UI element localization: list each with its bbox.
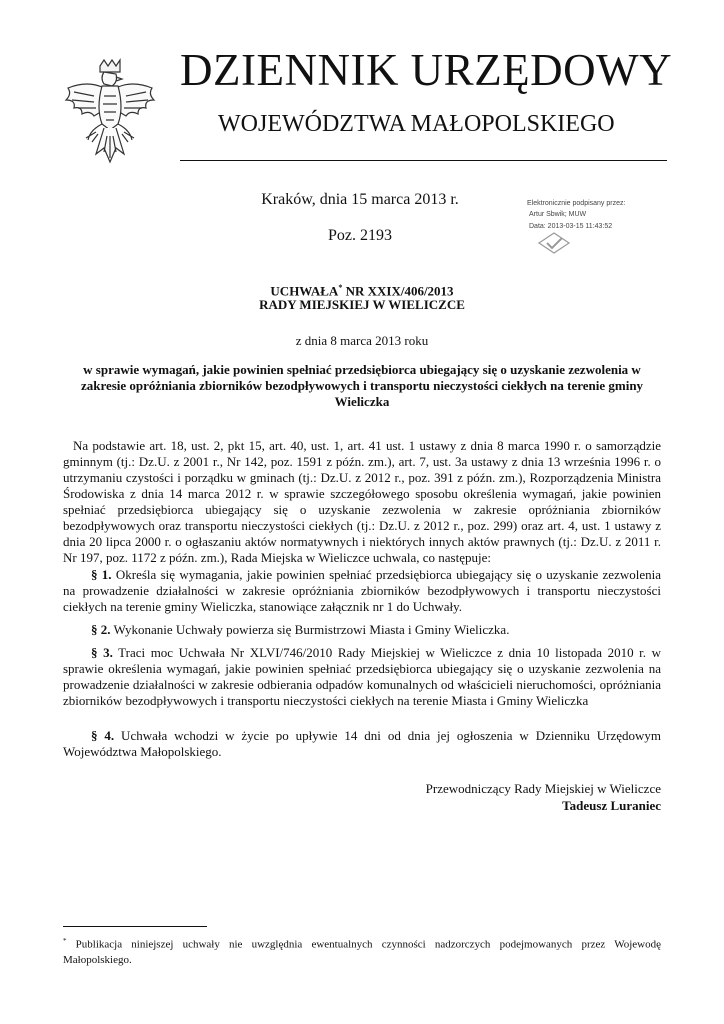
signature-date: Data: 2013-03-15 11:43:52 <box>529 223 613 230</box>
masthead-divider <box>180 160 667 161</box>
footnote-divider <box>63 926 207 927</box>
resolution-issuer: RADY MIEJSKIEJ W WIELICZCE <box>259 297 465 312</box>
journal-subtitle: WOJEWÓDZTWA MAŁOPOLSKIEGO <box>218 111 615 137</box>
resolution-subject: w sprawie wymagań, jakie powinien spełniać przedsiębiorca ubiegający się o uzyskanie zezwolenia w zakresie opróżniania zbiorników bezodpływowych i transportu nieczystości ciekłych na terenie gminy Wieliczka <box>80 362 644 409</box>
resolution-date: z dnia 8 marca 2013 roku <box>295 333 429 348</box>
resolution-title-prefix: UCHWAŁA <box>270 283 339 299</box>
footnote-marker: * <box>63 937 67 945</box>
section-mark: § 2. <box>91 622 111 637</box>
resolution-number: NR XXIX/406/2013 <box>342 283 454 299</box>
signature-check-icon <box>537 231 571 255</box>
section-text: Wykonanie Uchwały powierza się Burmistrzowi Miasta i Gminy Wieliczka. <box>110 622 510 637</box>
resolution-footnote-marker: * <box>338 283 343 292</box>
section-mark: § 4. <box>91 728 115 743</box>
electronic-signature-block <box>527 198 647 256</box>
signature-label: Elektronicznie podpisany przez: <box>527 200 626 207</box>
section-text: Traci moc Uchwała Nr XLVI/746/2010 Rady Miejskiej w Wieliczce z dnia 10 listopada 2010 r. w sprawie określenia wymagań, jakie powinien spełniać przedsiębiorca ubiegający się o uzyskanie zezwolenia na prowadzenie działalności w zakresie odbierania odpadów komunalnych od właścicieli nieruchomości, opróżniania zbiorników bezodpływowych i transportu nieczystości ciekłych na terenie Miasta i Gminy Wieliczka <box>63 645 662 708</box>
footnote <box>63 934 661 968</box>
journal-title: DZIENNIK URZĘDOWY <box>180 45 673 95</box>
place-and-date: Kraków, dnia 15 marca 2013 r. <box>261 191 459 208</box>
section-paragraph <box>63 622 661 638</box>
polish-eagle-emblem-icon <box>60 58 160 166</box>
section-paragraph <box>63 645 661 709</box>
signatory-name: Tadeusz Luraniec <box>562 798 661 813</box>
section-paragraph <box>63 728 661 760</box>
section-mark: § 1. <box>91 567 112 582</box>
signature-signer: Artur Sbwik; MUW <box>529 211 587 218</box>
signatory-role: Przewodniczący Rady Miejskiej w Wieliczce <box>425 781 661 796</box>
section-mark: § 3. <box>91 645 113 660</box>
section-text: Uchwała wchodzi w życie po upływie 14 dni od dnia jej ogłoszenia w Dzienniku Urzędowym Województwa Małopolskiego. <box>63 728 661 759</box>
section-text: Określa się wymagania, jakie powinien spełniać przedsiębiorca ubiegający się o uzyskanie zezwolenia na prowadzenie działalności w zakresie opróżniania zbiorników bezodpływowych i transportu nieczystości ciekłych na terenie gminy Wieliczka, stanowiące załącznik nr 1 do Uchwały. <box>63 567 661 614</box>
section-paragraph <box>63 567 661 615</box>
legal-basis-paragraph: Na podstawie art. 18, ust. 2, pkt 15, art. 40, ust. 1, art. 41 ust. 1 ustawy z dnia 8 marca 1990 r. o samorządzie gminnym (tj.: Dz.U. z 2001 r., Nr 142, poz. 1591 z późn. zm.), art. 7, ust. 3a ustawy z dnia 13 września 1996 r. o utrzymaniu czystości i porządku w gminach (tj.: Dz.U. z 2012 r., poz. 391 z późn. zm.), Rozporządzenia Ministra Środowiska z dnia 14 marca 2012 r. w sprawie szczegółowego sposobu określenia wymagań, jakie powinien spełniać przedsiębiorca ubiegający się o uzyskanie zezwolenia w zakresie opróżniania zbiorników bezodpływowych oraz transportu nieczystości ciekłych (tj.: Dz.U. z 2012 r., poz. 299) oraz art. 4, ust. 1 ustawy z dnia 20 lipca 2000 r. o ogłaszaniu aktów normatywnych i niektórych innych aktów prawnych (tj.: Dz.U. z 2011 r. Nr 197, poz. 1172 z późn. zm.), Rada Miejska w Wieliczce uchwala, co następuje: <box>63 438 661 565</box>
footnote-text: Publikacja niniejszej uchwały nie uwzględnia ewentualnych czynności nadzorczych podejmowanych przez Wojewodę Małopolskiego. <box>63 938 661 966</box>
position-number: Poz. 2193 <box>328 227 392 244</box>
